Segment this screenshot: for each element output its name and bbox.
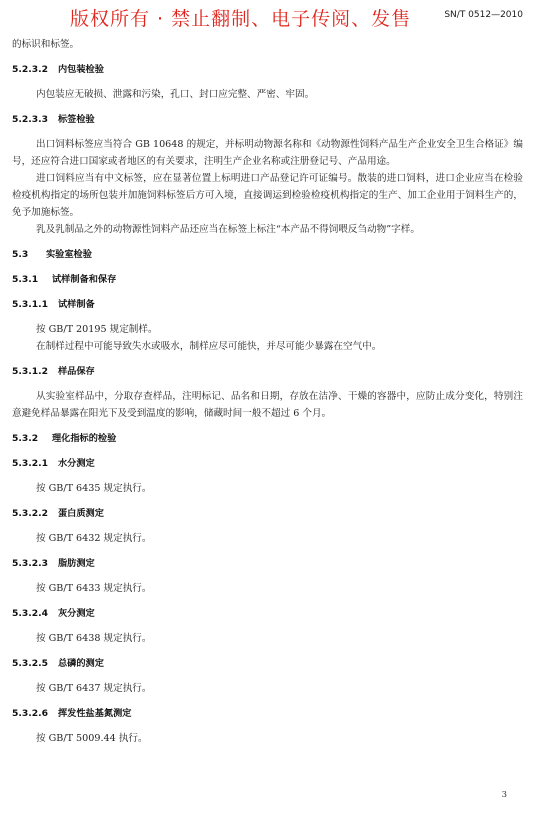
continued-paragraph: 的标识和标签。 bbox=[12, 39, 80, 50]
paragraph: 按 GB/T 6433 规定执行。 bbox=[36, 583, 152, 594]
section-heading-5-3-2-6 bbox=[12, 705, 523, 722]
section-title: 标签检验 bbox=[58, 114, 95, 125]
section-number: 5.3.1 bbox=[12, 274, 39, 285]
paragraph: 按 GB/T 6432 规定执行。 bbox=[36, 533, 152, 544]
section-heading-5-3-2-2 bbox=[12, 505, 523, 522]
section-number: 5.3.1.2 bbox=[12, 366, 49, 377]
section-title: 实验室检验 bbox=[46, 249, 92, 260]
section-title: 样品保存 bbox=[58, 366, 95, 377]
section-number: 5.3.2.3 bbox=[12, 558, 49, 569]
section-number: 5.3.2.5 bbox=[12, 658, 49, 669]
section-number: 5.3.2.6 bbox=[12, 708, 49, 719]
paragraph: 按 GB/T 20195 规定制样。 bbox=[36, 324, 158, 335]
copyright-watermark: 版权所有 · 禁止翻制、电子传阅、发售 bbox=[70, 8, 412, 30]
section-title: 总磷的测定 bbox=[58, 658, 104, 669]
paragraph: 内包装应无破损、泄露和污染，孔口、封口应完整、严密、牢固。 bbox=[36, 89, 315, 100]
section-number: 5.3.2.2 bbox=[12, 508, 49, 519]
section-title: 试样制备 bbox=[58, 299, 95, 310]
section-title: 蛋白质测定 bbox=[58, 508, 104, 519]
page-content bbox=[0, 40, 535, 747]
section-heading-5-3-2-1 bbox=[12, 455, 523, 472]
section-number: 5.2.3.2 bbox=[12, 64, 49, 75]
section-title: 理化指标的检验 bbox=[52, 433, 117, 444]
paragraph: 进口饲料应当有中文标签，应在显著位置上标明进口产品登记许可证编号。散装的进口饲料，进口企业应当在检验检疫机构指定的场所包装并加施饲料标签后方可入境，直接调运到检验检疫机构指定的生产、加工企业用于饲料生产的，免予加施标签。 bbox=[12, 173, 523, 218]
paragraph: 按 GB/T 6435 规定执行。 bbox=[36, 483, 152, 494]
section-heading-5-3-2-4 bbox=[12, 605, 523, 622]
section-number: 5.3.2.1 bbox=[12, 458, 49, 469]
section-number: 5.3 bbox=[12, 249, 29, 260]
paragraph: 按 GB/T 5009.44 执行。 bbox=[36, 733, 148, 744]
paragraph: 从实验室样品中，分取存查样品，注明标记、品名和日期，存放在洁净、干燥的容器中，应防止成分变化，特别注意避免样品暴露在阳光下及受到温度的影响，储藏时间一般不超过 6 个月。 bbox=[12, 391, 523, 419]
section-heading-5-3 bbox=[12, 246, 523, 263]
section-title: 脂肪测定 bbox=[58, 558, 95, 569]
section-heading-5-3-2-3 bbox=[12, 555, 523, 572]
section-title: 水分测定 bbox=[58, 458, 95, 469]
section-number: 5.3.2.4 bbox=[12, 608, 49, 619]
standard-code: SN/T 0512—2010 bbox=[444, 10, 523, 20]
paragraph: 乳及乳制品之外的动物源性饲料产品还应当在标签上标注“本产品不得饲喂反刍动物”字样。 bbox=[36, 224, 420, 235]
section-number: 5.2.3.3 bbox=[12, 114, 49, 125]
section-heading-5-3-2 bbox=[12, 430, 523, 447]
section-heading-5-2-3-2 bbox=[12, 61, 523, 78]
section-title: 灰分测定 bbox=[58, 608, 95, 619]
section-title: 挥发性盐基氮测定 bbox=[58, 708, 132, 719]
paragraph: 按 GB/T 6437 规定执行。 bbox=[36, 683, 152, 694]
section-heading-5-2-3-3 bbox=[12, 111, 523, 128]
section-number: 5.3.1.1 bbox=[12, 299, 49, 310]
section-title: 试样制备和保存 bbox=[52, 274, 117, 285]
section-number: 5.3.2 bbox=[12, 433, 39, 444]
section-heading-5-3-1-2 bbox=[12, 363, 523, 380]
page-number: 3 bbox=[501, 790, 507, 800]
paragraph: 按 GB/T 6438 规定执行。 bbox=[36, 633, 152, 644]
section-title: 内包装检验 bbox=[58, 64, 104, 75]
section-heading-5-3-1-1 bbox=[12, 296, 523, 313]
section-heading-5-3-1 bbox=[12, 271, 523, 288]
paragraph: 在制样过程中可能导致失水或吸水，制样应尽可能快，并尽可能少暴露在空气中。 bbox=[36, 341, 382, 352]
section-heading-5-3-2-5 bbox=[12, 655, 523, 672]
paragraph: 出口饲料标签应当符合 GB 10648 的规定，并标明动物源名称和《动物源性饲料产品生产企业安全卫生合格证》编号，还应符合进口国家或者地区的有关要求，注明生产企业名称或注册登记号、产品用途。 bbox=[12, 139, 523, 167]
